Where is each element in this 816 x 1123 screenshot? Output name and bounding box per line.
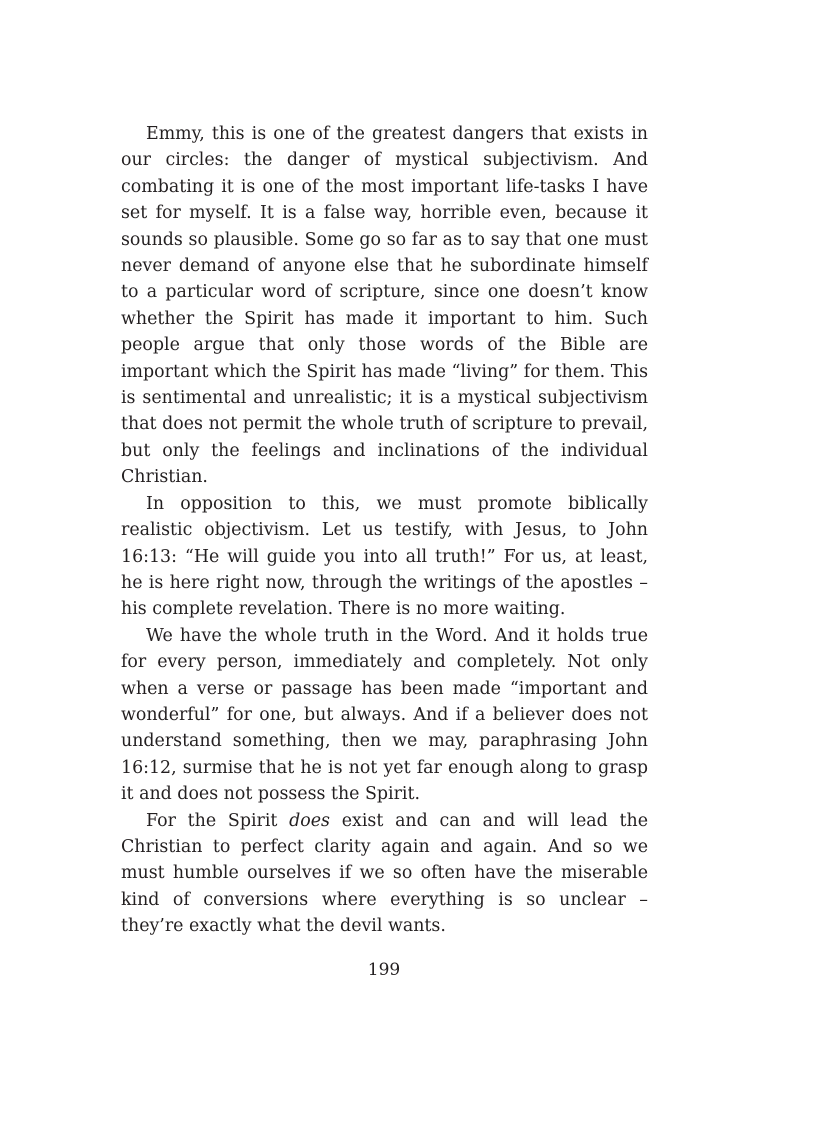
paragraph-3: We have the whole truth in the Word. And it holds true for every person, immediately and completely. Not only when a verse or passage has been made “important and wonderful” for one, but always. And if a believer does not understand something, then we may, paraphrasing John 16:12, surmise that he is not yet far enough along to grasp it and does not possess the Spirit. xyxy=(121,625,648,805)
body-text xyxy=(121,121,648,940)
paragraph-4-end: exist and can and will lead the Christian to perfect clarity again and again. And so we must humble ourselves if we so often have the miserable kind of conversions where everything is so unclear – they’re exactly what the devil wants. xyxy=(121,810,648,937)
paragraph-1: Emmy, this is one of the greatest dangers that exists in our circles: the danger of mystical subjectivism. And combating it is one of the most important life-tasks I have set for myself. It is a false way, horrible even, because it sounds so plausible. Some go so far as to say that one must never demand of anyone else that he subordinate himself to a particular word of scripture, since one doesn’t know whether the Spirit has made it important to him. Such people argue that only those words of the Bible are important which the Spirit has made “living” for them. This is sentimental and unrealistic; it is a mystical subjectivism that does not permit the whole truth of scripture to prevail, but only the feelings and inclinations of the individual Christian. xyxy=(121,124,648,488)
emphasis-does: does xyxy=(289,810,330,831)
paragraph-2: In opposition to this, we must promote biblically realistic objectivism. Let us testify, with Jesus, to John 16:13: “He will guide you into all truth!” For us, at least, he is here right now, through the writings of the apostles – his complete revelation. There is no more waiting. xyxy=(121,493,648,620)
paragraph-4 xyxy=(121,808,648,940)
paragraph-4-start: For the Spirit xyxy=(146,810,290,831)
page-number: 199 xyxy=(367,960,401,980)
